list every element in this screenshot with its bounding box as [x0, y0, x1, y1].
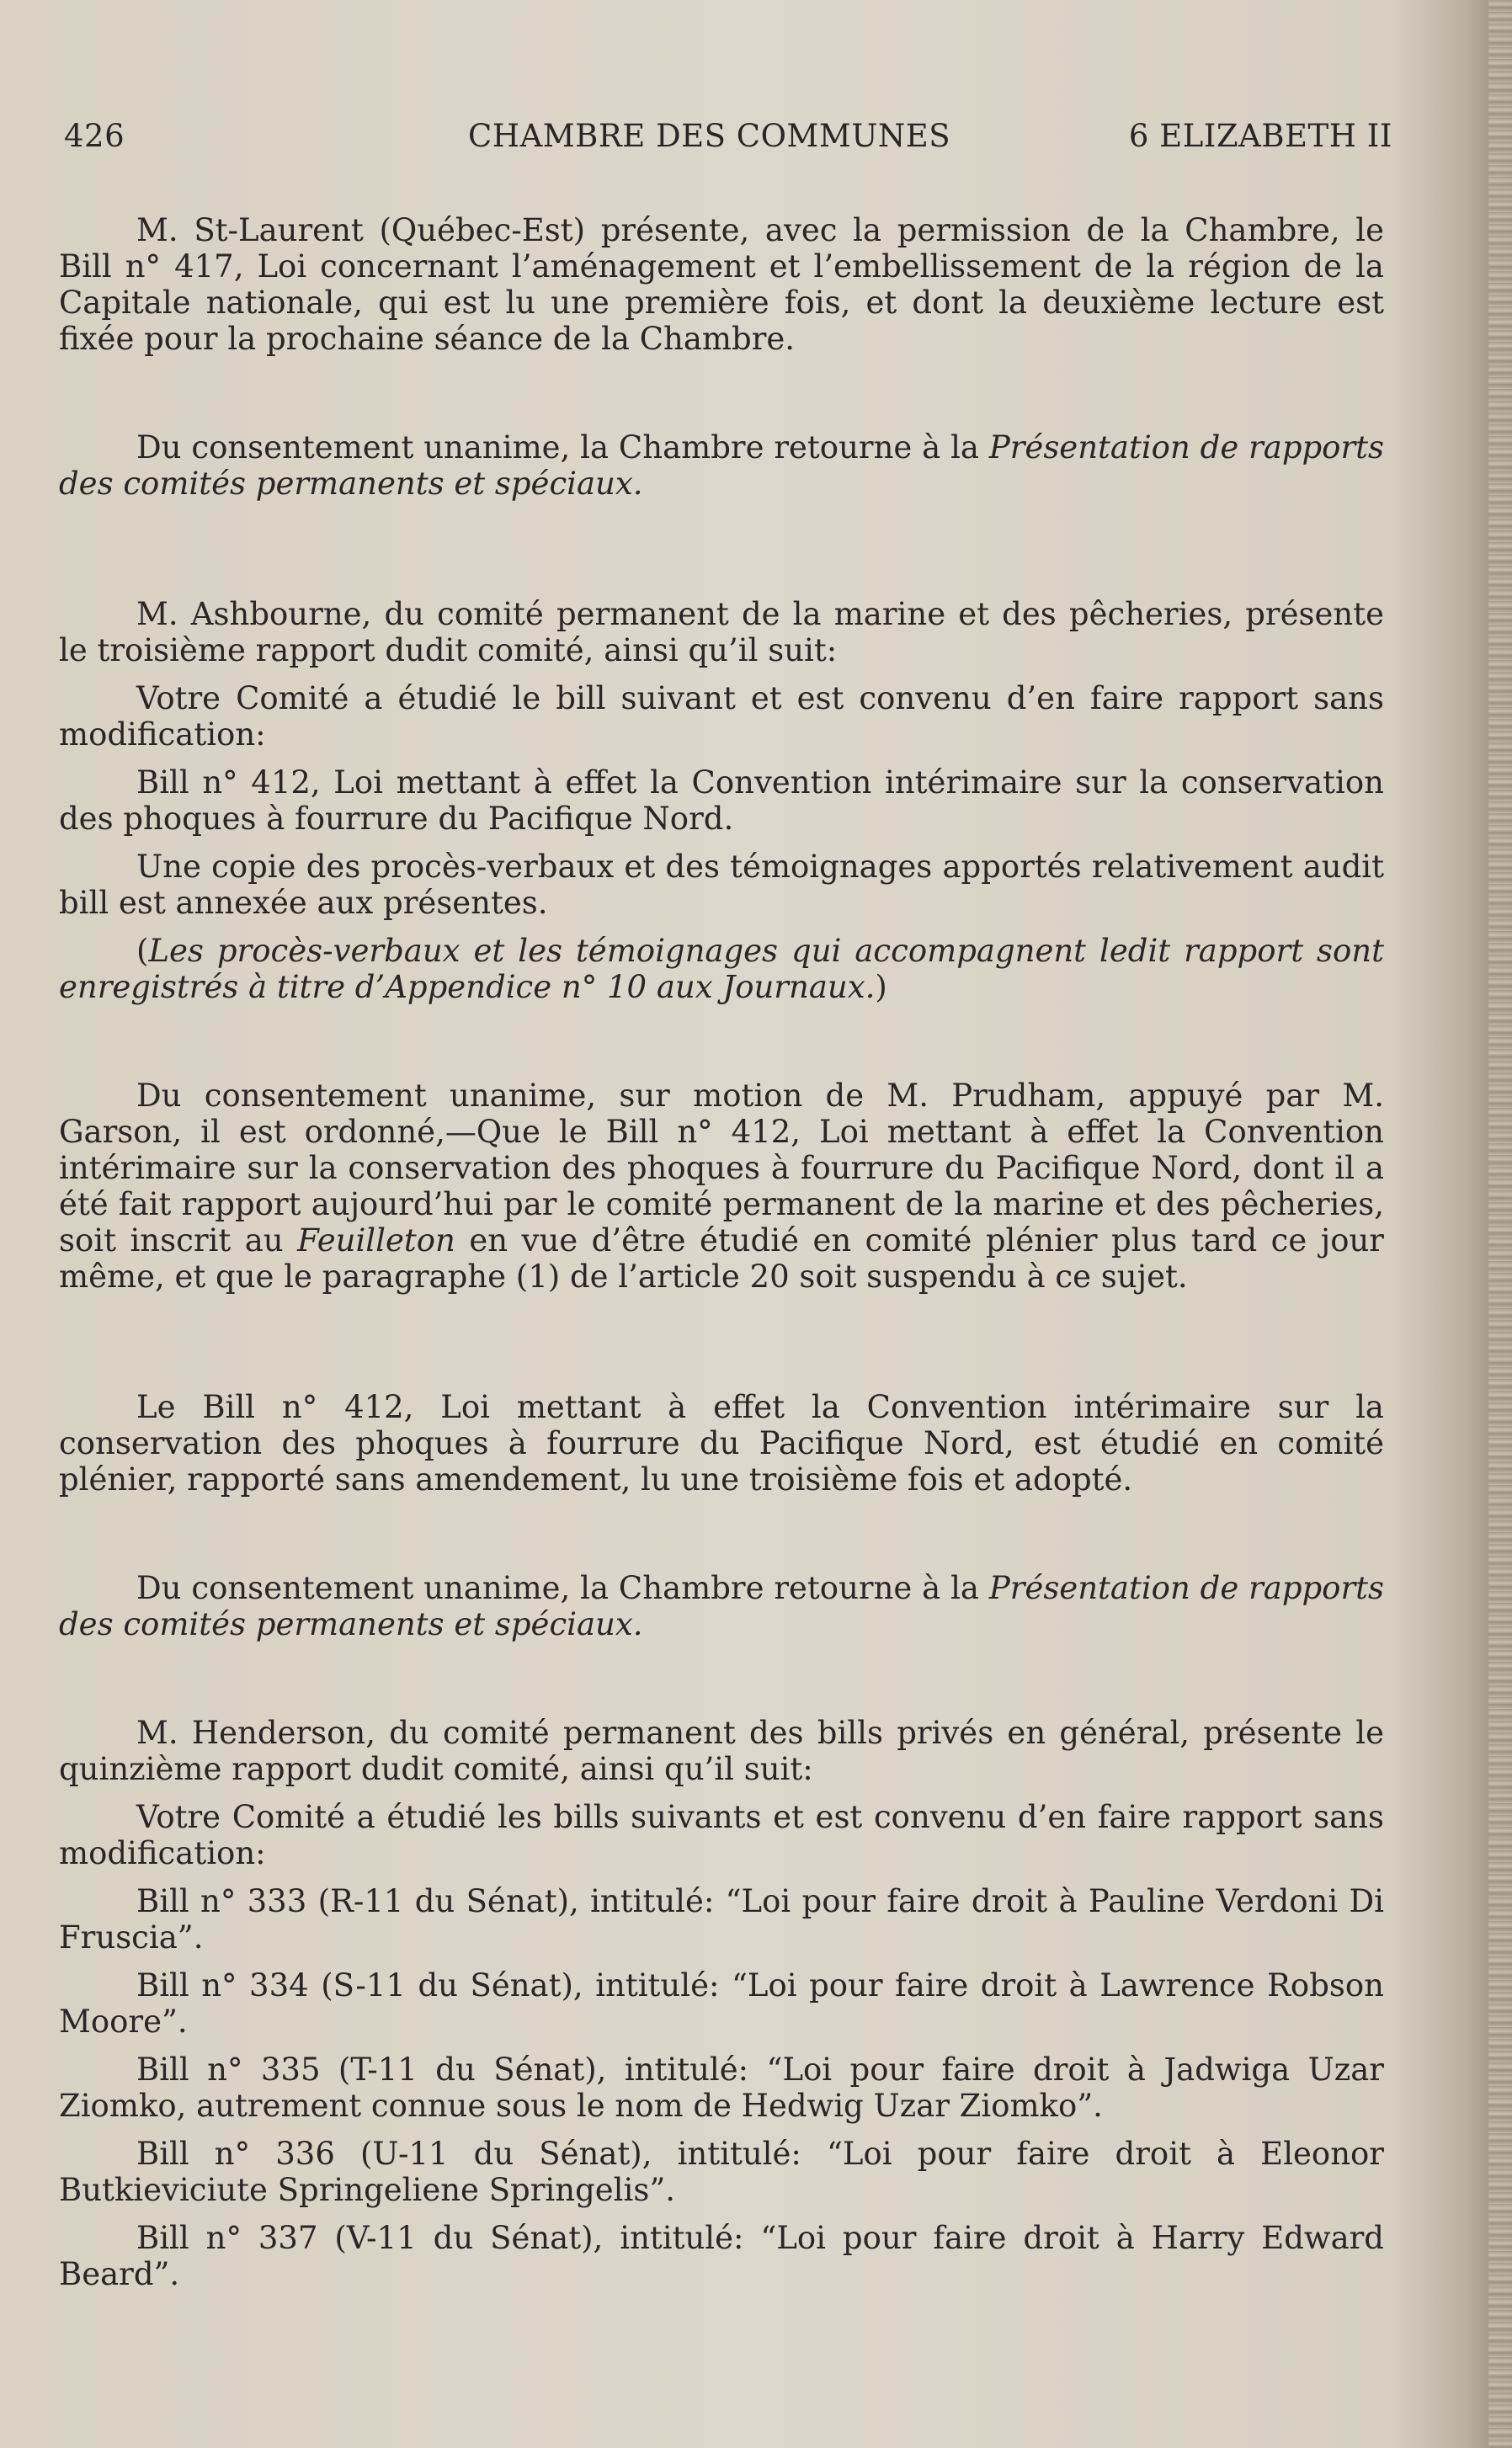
- paragraph-bill-337: Bill n° 337 (V-11 du Sénat), intitulé: “Loi pour faire droit à Harry Edward Beard”.: [59, 2220, 1384, 2292]
- paragraph-appendix-note: [59, 933, 1384, 1005]
- paragraph-italic: Les procès-verbaux et les témoignages qui accompagnent ledit rapport sont enregistrés à titre d’Appendice n° 10 aux Journaux.: [59, 933, 1384, 1005]
- paragraph-prudham-motion: [59, 1078, 1384, 1295]
- paragraph-committee-studied-bills: Votre Comité a étudié les bills suivants et est convenu d’en faire rapport sans modification:: [59, 1799, 1384, 1871]
- paragraph-ashbourne-report: M. Ashbourne, du comité permanent de la marine et des pêcheries, présente le troisième rapport dudit comité, ainsi qu’il suit:: [59, 596, 1384, 668]
- paragraph-committee-studied: Votre Comité a étudié le bill suivant et est convenu d’en faire rapport sans modification:: [59, 680, 1384, 753]
- paragraph-bill-412: Bill n° 412, Loi mettant à effet la Convention intérimaire sur la conservation des phoques à fourrure du Pacifique Nord.: [59, 764, 1384, 837]
- page-binding-edge: [1488, 0, 1512, 2448]
- journal-body: [59, 212, 1384, 2292]
- header-session: 6 ELIZABETH II: [1128, 118, 1392, 154]
- paragraph-text: Du consentement unanime, la Chambre retourne à la: [136, 1570, 989, 1606]
- paragraph-bill-333: Bill n° 333 (R-11 du Sénat), intitulé: “Loi pour faire droit à Pauline Verdoni Di Fruscia”.: [59, 1883, 1384, 1956]
- paragraph-bill-335: Bill n° 335 (T-11 du Sénat), intitulé: “Loi pour faire droit à Jadwiga Uzar Ziomko, autrement connue sous le nom de Hedwig Uzar Ziomko”.: [59, 2052, 1384, 2124]
- paragraph-text: Du consentement unanime, la Chambre retourne à la: [136, 429, 989, 466]
- paragraph-copy-minutes: Une copie des procès-verbaux et des témoignages apportés relativement audit bill est annexée aux présentes.: [59, 849, 1384, 921]
- paragraph-bill-334: Bill n° 334 (S-11 du Sénat), intitulé: “Loi pour faire droit à Lawrence Robson Moore”.: [59, 1967, 1384, 2040]
- paragraph-return-presentation: [59, 429, 1384, 502]
- page-number: 426: [64, 118, 125, 154]
- paragraph-italic: Présentation de rapports des comités permanents et spéciaux.: [59, 1570, 1385, 1642]
- paragraph-bill-336: Bill n° 336 (U-11 du Sénat), intitulé: “Loi pour faire droit à Eleonor Butkieviciute Springeliene Springelis”.: [59, 2136, 1384, 2208]
- paragraph-return-presentation-2: [59, 1570, 1384, 1642]
- paragraph-italic: Feuilleton: [297, 1222, 455, 1259]
- paragraph-bill-412-adopted: Le Bill n° 412, Loi mettant à effet la Convention intérimaire sur la conservation des phoques à fourrure du Pacifique Nord, est étudié en comité plénier, rapporté sans amendement, lu une troisième fois et adopté.: [59, 1389, 1384, 1498]
- header-title: CHAMBRE DES COMMUNES: [468, 118, 951, 154]
- paragraph-italic: Présentation de rapports des comités permanents et spéciaux.: [59, 429, 1385, 502]
- paragraph-henderson-report: M. Henderson, du comité permanent des bills privés en général, présente le quinzième rapport dudit comité, ainsi qu’il suit:: [59, 1715, 1384, 1787]
- running-header: [59, 118, 1392, 160]
- paragraph-text: en vue d’être étudié en comité plénier plus tard ce jour même, et que le paragraphe (1) de l’article 20 soit suspendu à ce sujet.: [59, 1222, 1384, 1295]
- close-paren: ): [875, 969, 887, 1005]
- paragraph-text: Du consentement unanime, sur motion de M. Prudham, appuyé par M. Garson, il est ordonné,—Que le Bill n° 412, Loi mettant à effet la Convention intérimaire sur la conservation des phoques à fourrure du Pacifique Nord, dont il a été fait rapport aujourd’hui par le comité permanent de la marine et des pêcheries, soit inscrit au: [59, 1078, 1384, 1259]
- paragraph-st-laurent-bill: M. St-Laurent (Québec-Est) présente, avec la permission de la Chambre, le Bill n° 417, Loi concernant l’aménagement et l’embellissement de la région de la Capitale nationale, qui est lu une première fois, et dont la deuxième lecture est fixée pour la prochaine séance de la Chambre.: [59, 212, 1384, 357]
- open-paren: (: [136, 933, 149, 969]
